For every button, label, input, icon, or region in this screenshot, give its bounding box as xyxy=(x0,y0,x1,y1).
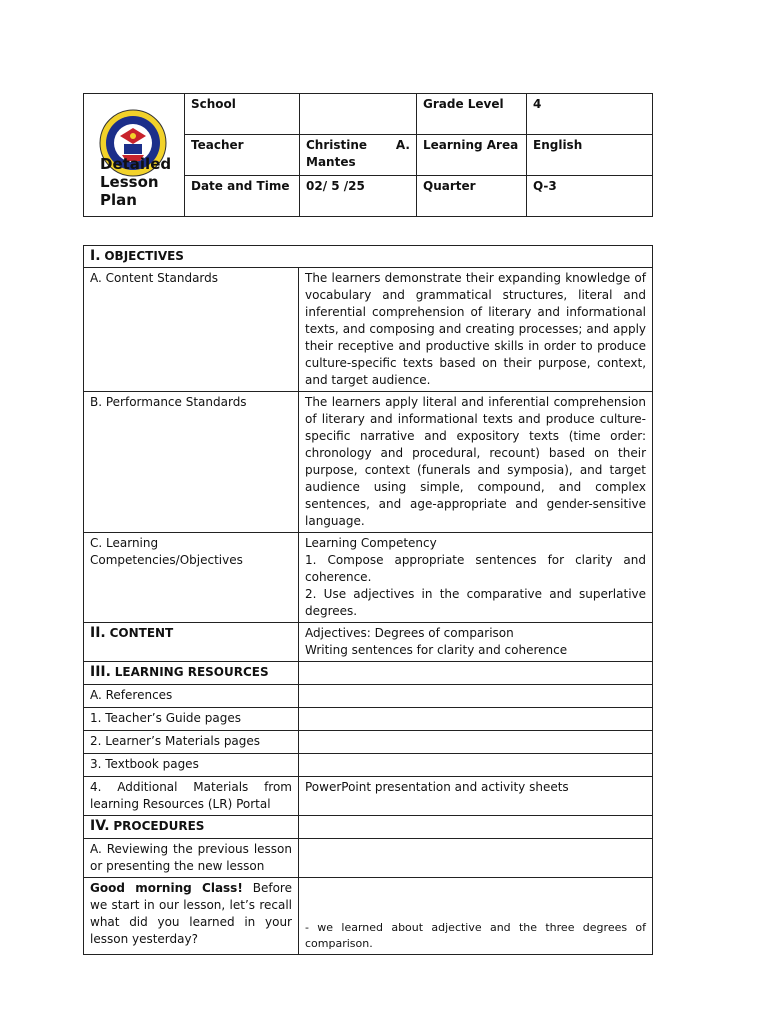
empty-cell xyxy=(299,662,653,685)
textbook-label: 3. Textbook pages xyxy=(84,754,299,777)
header-table xyxy=(83,93,653,217)
greeting-rest: Before we start in our lesson, let’s recall what did you learned in your lesson yesterday? xyxy=(90,881,292,946)
logo-cell xyxy=(84,94,185,217)
greeting-bold: Good morning Class! xyxy=(90,881,243,895)
grade-level-label: Grade Level xyxy=(417,94,527,135)
teachers-guide-label: 1. Teacher’s Guide pages xyxy=(84,708,299,731)
learners-materials-label: 2. Learner’s Materials pages xyxy=(84,731,299,754)
grade-level-value: 4 xyxy=(527,94,653,135)
additional-materials-label: 4. Additional Materials from learning Resources (LR) Portal xyxy=(84,777,299,816)
competency-heading: Learning Competency xyxy=(305,536,437,550)
content-heading xyxy=(84,623,299,662)
objectives-heading-row xyxy=(84,246,653,268)
learning-area-value: English xyxy=(527,135,653,176)
lesson-plan-table xyxy=(83,245,653,955)
empty-cell xyxy=(299,816,653,839)
objectives-number: I. xyxy=(90,248,101,264)
content-standards-text: The learners demonstrate their expanding knowledge of vocabulary and grammatical structures, literal and inferential comprehension of literary and informational texts, and composing and creating processes; and apply their receptive and productive skills in order to produce culture-specific texts based on their purpose, context, and target audience. xyxy=(299,268,653,392)
content-line: Writing sentences for clarity and coherence xyxy=(305,643,568,657)
procedures-heading xyxy=(84,816,299,839)
quarter-label: Quarter xyxy=(417,176,527,217)
quarter-value: Q-3 xyxy=(527,176,653,217)
teacher-label: Teacher xyxy=(185,135,300,176)
content-number: II. xyxy=(90,625,106,641)
procedures-label: PROCEDURES xyxy=(113,819,205,833)
procedures-number: IV. xyxy=(90,818,110,834)
empty-cell xyxy=(299,708,653,731)
content-standards-label: A. Content Standards xyxy=(84,268,299,392)
resources-label: LEARNING RESOURCES xyxy=(114,665,269,679)
references-label: A. References xyxy=(84,685,299,708)
empty-cell xyxy=(299,685,653,708)
performance-standards-text: The learners apply literal and inferential comprehension of literary and informational texts and produce culture-specific narrative and expository texts (time order: chronology and procedural, recount) based on their purpose, context (funerals and symposia), and target audience using simple, compound, and complex sentences, and age-appropriate and gender-sensitive language. xyxy=(299,392,653,533)
empty-cell xyxy=(299,839,653,878)
teacher-value: Christine A. Mantes xyxy=(300,135,417,176)
resources-number: III. xyxy=(90,664,111,680)
school-value xyxy=(300,94,417,135)
content-line: Adjectives: Degrees of comparison xyxy=(305,626,514,640)
performance-standards-label: B. Performance Standards xyxy=(84,392,299,533)
competencies-label: C. Learning Competencies/Objectives xyxy=(84,533,299,623)
objectives-label: OBJECTIVES xyxy=(104,249,184,263)
learning-area-label: Learning Area xyxy=(417,135,527,176)
content-label: CONTENT xyxy=(109,626,174,640)
lesson-plan-title: Detailed Lesson Plan xyxy=(100,155,172,209)
additional-materials-value: PowerPoint presentation and activity sheets xyxy=(299,777,653,816)
content-cell xyxy=(299,623,653,662)
competency-item: 1. Compose appropriate sentences for clarity and coherence. xyxy=(305,553,647,584)
competency-item: 2. Use adjectives in the comparative and superlative degrees. xyxy=(305,587,647,618)
teacher-greeting xyxy=(84,878,299,955)
resources-heading xyxy=(84,662,299,685)
student-answer: - we learned about adjective and the three degrees of comparison. xyxy=(299,878,653,955)
empty-cell xyxy=(299,731,653,754)
school-label: School xyxy=(185,94,300,135)
empty-cell xyxy=(299,754,653,777)
date-time-value: 02/ 5 /25 xyxy=(300,176,417,217)
date-time-label: Date and Time xyxy=(185,176,300,217)
competencies-cell xyxy=(299,533,653,623)
objectives-heading xyxy=(84,246,653,268)
review-label: A. Reviewing the previous lesson or presenting the new lesson xyxy=(84,839,299,878)
